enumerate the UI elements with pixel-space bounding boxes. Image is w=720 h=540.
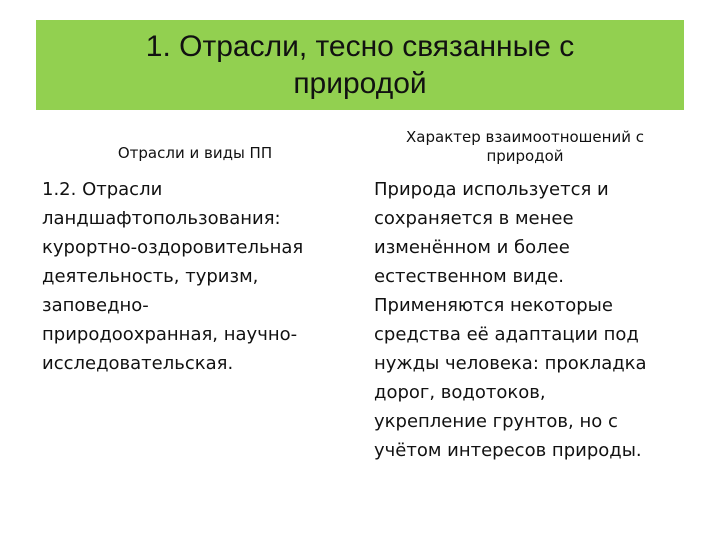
- left-column-header: Отрасли и виды ПП: [117, 144, 273, 162]
- right-column-line: средства её адаптации под: [374, 324, 639, 345]
- right-column-line: укрепление грунтов, но с: [374, 411, 618, 432]
- right-column-header-line-2: природой: [486, 147, 564, 165]
- left-column-line: природоохранная, научно-: [42, 324, 298, 345]
- right-column-line: Природа используется и: [374, 179, 609, 200]
- left-column-line: исследовательская.: [42, 353, 234, 374]
- left-column-line: деятельность, туризм,: [42, 266, 259, 287]
- right-column-line: дорог, водотоков,: [374, 382, 546, 403]
- right-column-line: Применяются некоторые: [374, 295, 613, 316]
- right-column-header-line-1: Характер взаимоотношений с: [406, 128, 644, 146]
- right-column-line: изменённом и более: [374, 237, 570, 258]
- slide-title: [60, 28, 660, 102]
- left-column-body: [42, 175, 342, 378]
- title-banner: [36, 20, 684, 110]
- left-column-line: ландшафтопользования:: [42, 208, 281, 229]
- right-column-header: [365, 128, 685, 166]
- left-column-line: заповедно-: [42, 295, 149, 316]
- slide-title-line-1: 1. Отрасли, тесно связанные с: [145, 30, 575, 63]
- slide-title-line-2: природой: [293, 67, 427, 100]
- right-column-line: нужды человека: прокладка: [374, 353, 647, 374]
- right-column-body: [374, 175, 684, 465]
- right-column-line: естественном виде.: [374, 266, 564, 287]
- right-column-line: сохраняется в менее: [374, 208, 574, 229]
- left-column-line: курортно-оздоровительная: [42, 237, 304, 258]
- left-column-line: 1.2. Отрасли: [42, 179, 163, 200]
- right-column-line: учётом интересов природы.: [374, 440, 642, 461]
